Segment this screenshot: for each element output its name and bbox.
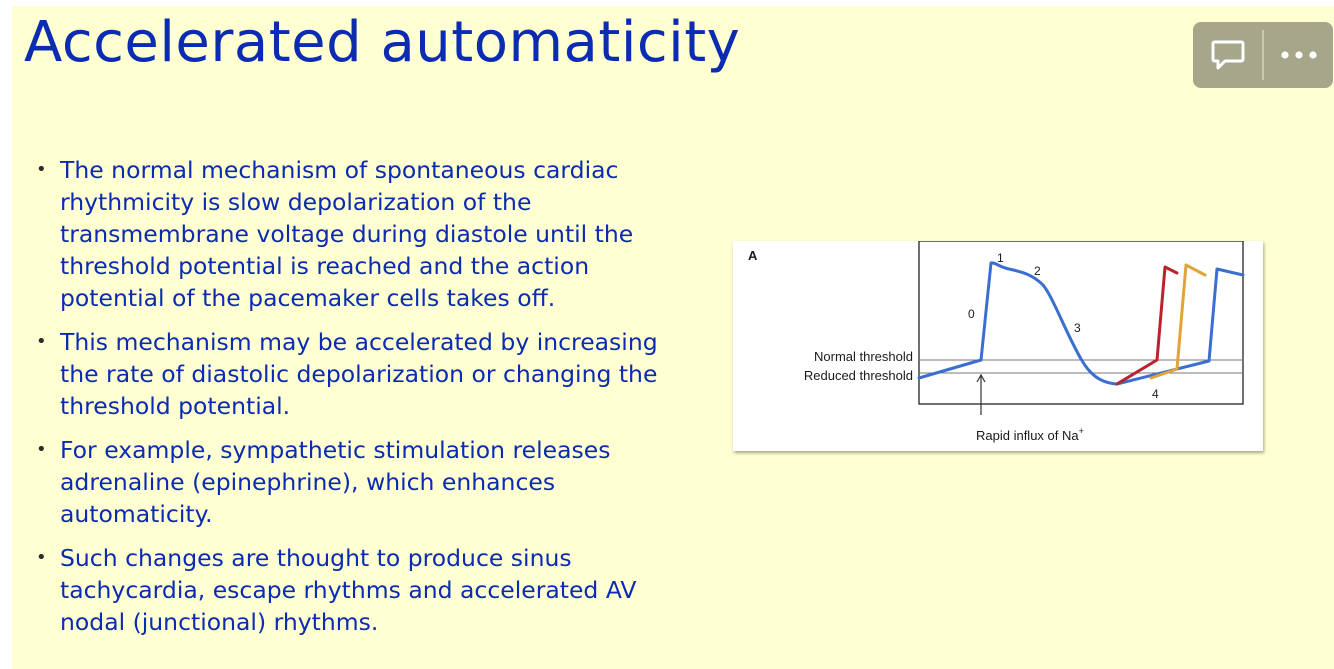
bullet-item xyxy=(36,154,696,314)
normal-action-potential-trace xyxy=(919,263,1243,384)
panel-label: A xyxy=(748,248,758,263)
reduced-threshold-label: Reduced threshold xyxy=(803,368,913,383)
influx-label xyxy=(976,426,1084,443)
phase-label-1: 1 xyxy=(997,251,1004,265)
bullet-marker: • xyxy=(36,547,47,568)
bullet-text: Such changes are thought to produce sinus tachycardia, escape rhythms and accelerated AV nodal (junctional) rhythms. xyxy=(60,544,637,636)
comment-icon xyxy=(1210,38,1246,72)
more-options-button[interactable] xyxy=(1264,22,1333,88)
influx-label-text: Rapid influx of Na xyxy=(976,428,1079,443)
bullet-text: The normal mechanism of spontaneous cardiac rhythmicity is slow depolarization of the transmembrane voltage during diastole until the threshold potential is reached and the action potential of the pacemaker cells takes off. xyxy=(60,156,634,312)
bullet-item xyxy=(36,542,696,638)
accelerated-trace-red xyxy=(1117,267,1177,384)
bullet-text: This mechanism may be accelerated by increasing the rate of diastolic depolarization or changing the threshold potential. xyxy=(60,328,658,420)
action-potential-figure xyxy=(733,241,1263,451)
bullet-marker: • xyxy=(36,439,47,460)
phase-label-4: 4 xyxy=(1152,387,1159,401)
comment-button[interactable] xyxy=(1193,22,1262,88)
bullet-marker: • xyxy=(36,159,47,180)
plot-frame xyxy=(919,241,1243,404)
bullet-item xyxy=(36,326,696,422)
phase-label-0: 0 xyxy=(968,307,975,321)
action-potential-diagram xyxy=(733,241,1263,451)
phase-label-3: 3 xyxy=(1074,321,1081,335)
influx-label-superscript: + xyxy=(1078,426,1084,436)
bullet-marker: • xyxy=(36,331,47,352)
slide-title: Accelerated automaticity xyxy=(24,10,741,75)
normal-threshold-label: Normal threshold xyxy=(814,349,913,364)
bullet-text: For example, sympathetic stimulation releases adrenaline (epinephrine), which enhances automaticity. xyxy=(60,436,611,528)
phase-label-2: 2 xyxy=(1034,264,1041,278)
more-options-icon xyxy=(1279,49,1319,61)
bullet-item xyxy=(36,434,696,530)
slide-toolbar xyxy=(1193,22,1333,88)
bullet-list xyxy=(36,154,696,650)
